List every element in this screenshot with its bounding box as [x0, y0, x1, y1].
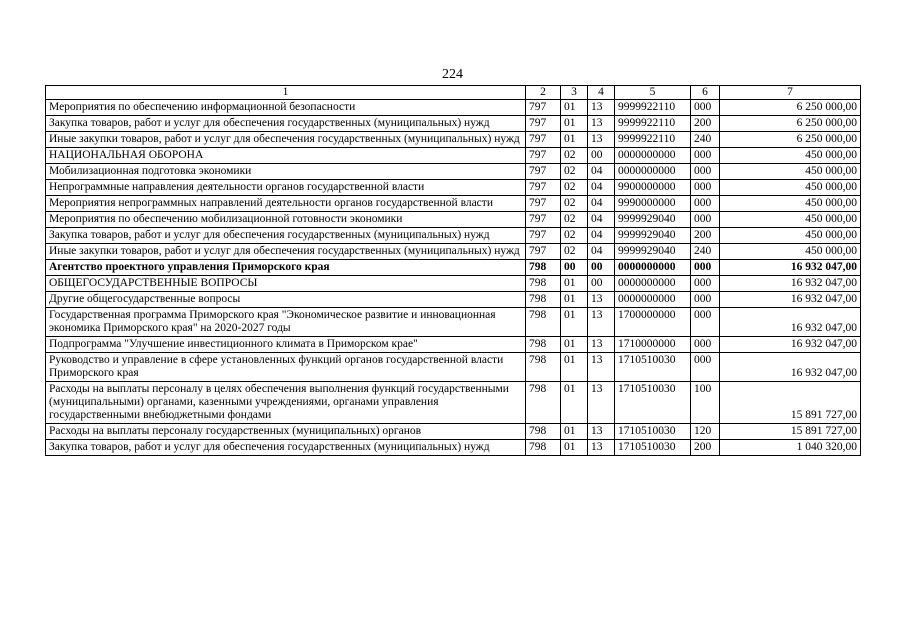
- table-row: [46, 308, 861, 337]
- cell-description: Мероприятия непрограммных направлений деятельности органов государственной власти: [46, 196, 526, 212]
- cell-amount: 450 000,00: [720, 196, 861, 212]
- table-row: [46, 100, 861, 116]
- cell-code-5: 9999929040: [615, 228, 691, 244]
- column-header-5: 5: [615, 86, 691, 100]
- cell-code-6: 000: [691, 276, 720, 292]
- cell-code-2: 797: [526, 244, 561, 260]
- cell-code-5: 0000000000: [615, 276, 691, 292]
- table-row: [46, 212, 861, 228]
- cell-amount: 16 932 047,00: [720, 276, 861, 292]
- cell-code-6: 200: [691, 116, 720, 132]
- cell-amount: 450 000,00: [720, 164, 861, 180]
- cell-amount: 16 932 047,00: [720, 308, 861, 337]
- cell-code-4: 00: [588, 260, 615, 276]
- cell-code-4: 04: [588, 196, 615, 212]
- cell-code-6: 000: [691, 196, 720, 212]
- table-row: [46, 244, 861, 260]
- cell-description: Непрограммные направления деятельности органов государственной власти: [46, 180, 526, 196]
- cell-code-6: 000: [691, 260, 720, 276]
- table-row: [46, 148, 861, 164]
- cell-code-5: 9990000000: [615, 196, 691, 212]
- cell-code-2: 798: [526, 337, 561, 353]
- cell-code-5: 0000000000: [615, 260, 691, 276]
- cell-amount: 16 932 047,00: [720, 260, 861, 276]
- table-row: [46, 196, 861, 212]
- cell-code-6: 000: [691, 337, 720, 353]
- table-row: [46, 180, 861, 196]
- cell-code-2: 797: [526, 100, 561, 116]
- cell-code-3: 01: [561, 440, 588, 456]
- cell-amount: 1 040 320,00: [720, 440, 861, 456]
- cell-amount: 16 932 047,00: [720, 292, 861, 308]
- table-row: [46, 260, 861, 276]
- cell-code-5: 9900000000: [615, 180, 691, 196]
- cell-code-4: 13: [588, 440, 615, 456]
- cell-code-3: 01: [561, 308, 588, 337]
- cell-amount: 15 891 727,00: [720, 382, 861, 424]
- cell-code-6: 240: [691, 244, 720, 260]
- cell-description: НАЦИОНАЛЬНАЯ ОБОРОНА: [46, 148, 526, 164]
- table-header-row: [46, 86, 861, 100]
- cell-description: Закупка товаров, работ и услуг для обеспечения государственных (муниципальных) нужд: [46, 228, 526, 244]
- table-row: [46, 353, 861, 382]
- cell-code-6: 000: [691, 308, 720, 337]
- cell-code-4: 00: [588, 148, 615, 164]
- table-row: [46, 228, 861, 244]
- cell-code-2: 798: [526, 353, 561, 382]
- column-header-6: 6: [691, 86, 720, 100]
- cell-code-6: 000: [691, 180, 720, 196]
- cell-amount: 6 250 000,00: [720, 100, 861, 116]
- cell-code-4: 04: [588, 212, 615, 228]
- cell-description: Государственная программа Приморского края "Экономическое развитие и инновационная экономика Приморского края" на 2020-2027 годы: [46, 308, 526, 337]
- table-row: [46, 276, 861, 292]
- cell-code-2: 798: [526, 260, 561, 276]
- cell-code-4: 04: [588, 180, 615, 196]
- cell-code-5: 1710510030: [615, 382, 691, 424]
- cell-code-4: 13: [588, 100, 615, 116]
- cell-code-3: 01: [561, 353, 588, 382]
- cell-amount: 6 250 000,00: [720, 116, 861, 132]
- cell-code-3: 01: [561, 276, 588, 292]
- cell-code-5: 0000000000: [615, 148, 691, 164]
- cell-code-6: 200: [691, 228, 720, 244]
- cell-code-5: 0000000000: [615, 164, 691, 180]
- column-header-1: 1: [46, 86, 526, 100]
- cell-code-2: 797: [526, 116, 561, 132]
- cell-code-5: 9999922110: [615, 100, 691, 116]
- cell-code-3: 01: [561, 292, 588, 308]
- column-header-4: 4: [588, 86, 615, 100]
- cell-description: Иные закупки товаров, работ и услуг для обеспечения государственных (муниципальных) нужд: [46, 244, 526, 260]
- cell-description: Мероприятия по обеспечению информационной безопасности: [46, 100, 526, 116]
- cell-description: Агентство проектного управления Приморского края: [46, 260, 526, 276]
- cell-code-5: 0000000000: [615, 292, 691, 308]
- cell-code-6: 120: [691, 424, 720, 440]
- cell-code-5: 1700000000: [615, 308, 691, 337]
- table-row: [46, 382, 861, 424]
- cell-code-2: 798: [526, 276, 561, 292]
- cell-code-4: 13: [588, 382, 615, 424]
- column-header-2: 2: [526, 86, 561, 100]
- column-header-3: 3: [561, 86, 588, 100]
- cell-description: Расходы на выплаты персоналу государственных (муниципальных) органов: [46, 424, 526, 440]
- cell-amount: 450 000,00: [720, 180, 861, 196]
- cell-amount: 15 891 727,00: [720, 424, 861, 440]
- cell-code-2: 798: [526, 382, 561, 424]
- table-row: [46, 116, 861, 132]
- cell-description: Иные закупки товаров, работ и услуг для обеспечения государственных (муниципальных) нужд: [46, 132, 526, 148]
- cell-code-2: 797: [526, 164, 561, 180]
- cell-code-3: 01: [561, 337, 588, 353]
- cell-description: ОБЩЕГОСУДАРСТВЕННЫЕ ВОПРОСЫ: [46, 276, 526, 292]
- cell-code-2: 797: [526, 228, 561, 244]
- cell-code-6: 100: [691, 382, 720, 424]
- column-header-7: 7: [720, 86, 861, 100]
- cell-code-4: 13: [588, 292, 615, 308]
- cell-code-3: 02: [561, 228, 588, 244]
- cell-code-6: 000: [691, 212, 720, 228]
- cell-code-3: 01: [561, 116, 588, 132]
- cell-code-5: 9999929040: [615, 244, 691, 260]
- cell-code-3: 01: [561, 100, 588, 116]
- cell-code-6: 000: [691, 100, 720, 116]
- cell-code-4: 13: [588, 353, 615, 382]
- cell-code-5: 9999929040: [615, 212, 691, 228]
- cell-code-5: 1710000000: [615, 337, 691, 353]
- cell-code-6: 000: [691, 164, 720, 180]
- cell-code-5: 1710510030: [615, 353, 691, 382]
- cell-code-3: 02: [561, 148, 588, 164]
- cell-amount: 450 000,00: [720, 212, 861, 228]
- cell-code-2: 798: [526, 292, 561, 308]
- cell-code-4: 00: [588, 276, 615, 292]
- cell-code-2: 798: [526, 424, 561, 440]
- cell-code-6: 200: [691, 440, 720, 456]
- table-body: [46, 86, 861, 456]
- table-row: [46, 132, 861, 148]
- cell-code-3: 01: [561, 382, 588, 424]
- cell-code-6: 000: [691, 148, 720, 164]
- cell-code-3: 02: [561, 244, 588, 260]
- cell-description: Мобилизационная подготовка экономики: [46, 164, 526, 180]
- table-row: [46, 424, 861, 440]
- cell-amount: 16 932 047,00: [720, 353, 861, 382]
- cell-amount: 450 000,00: [720, 244, 861, 260]
- cell-code-4: 04: [588, 244, 615, 260]
- cell-code-3: 01: [561, 424, 588, 440]
- cell-code-2: 797: [526, 132, 561, 148]
- cell-code-2: 797: [526, 196, 561, 212]
- cell-code-2: 798: [526, 440, 561, 456]
- cell-description: Подпрограмма "Улучшение инвестиционного климата в Приморском крае": [46, 337, 526, 353]
- cell-description: Закупка товаров, работ и услуг для обеспечения государственных (муниципальных) нужд: [46, 440, 526, 456]
- page-number: 224: [442, 67, 463, 82]
- cell-code-6: 000: [691, 292, 720, 308]
- cell-code-4: 04: [588, 228, 615, 244]
- cell-code-3: 02: [561, 212, 588, 228]
- cell-code-3: 02: [561, 180, 588, 196]
- cell-amount: 6 250 000,00: [720, 132, 861, 148]
- cell-amount: 450 000,00: [720, 228, 861, 244]
- cell-code-2: 797: [526, 212, 561, 228]
- cell-code-4: 13: [588, 132, 615, 148]
- cell-code-3: 01: [561, 132, 588, 148]
- cell-description: Другие общегосударственные вопросы: [46, 292, 526, 308]
- cell-code-5: 9999922110: [615, 116, 691, 132]
- table-row: [46, 292, 861, 308]
- cell-description: Руководство и управление в сфере установленных функций органов государственной власти Приморского края: [46, 353, 526, 382]
- table-row: [46, 337, 861, 353]
- cell-description: Закупка товаров, работ и услуг для обеспечения государственных (муниципальных) нужд: [46, 116, 526, 132]
- cell-code-5: 9999922110: [615, 132, 691, 148]
- cell-description: Мероприятия по обеспечению мобилизационной готовности экономики: [46, 212, 526, 228]
- cell-code-4: 13: [588, 116, 615, 132]
- cell-code-3: 00: [561, 260, 588, 276]
- cell-code-4: 04: [588, 164, 615, 180]
- cell-code-6: 000: [691, 353, 720, 382]
- cell-amount: 450 000,00: [720, 148, 861, 164]
- cell-code-3: 02: [561, 196, 588, 212]
- cell-code-5: 1710510030: [615, 424, 691, 440]
- budget-table: [45, 85, 861, 456]
- table-row: [46, 164, 861, 180]
- cell-amount: 16 932 047,00: [720, 337, 861, 353]
- cell-code-4: 13: [588, 424, 615, 440]
- cell-code-2: 798: [526, 308, 561, 337]
- cell-code-4: 13: [588, 308, 615, 337]
- cell-code-3: 02: [561, 164, 588, 180]
- cell-code-5: 1710510030: [615, 440, 691, 456]
- cell-code-2: 797: [526, 148, 561, 164]
- cell-code-2: 797: [526, 180, 561, 196]
- cell-description: Расходы на выплаты персоналу в целях обеспечения выполнения функций государственными (муниципальными) органами, казенными учреждениями, органами управления государственными внебюджетными фондами: [46, 382, 526, 424]
- table-row: [46, 440, 861, 456]
- cell-code-6: 240: [691, 132, 720, 148]
- cell-code-4: 13: [588, 337, 615, 353]
